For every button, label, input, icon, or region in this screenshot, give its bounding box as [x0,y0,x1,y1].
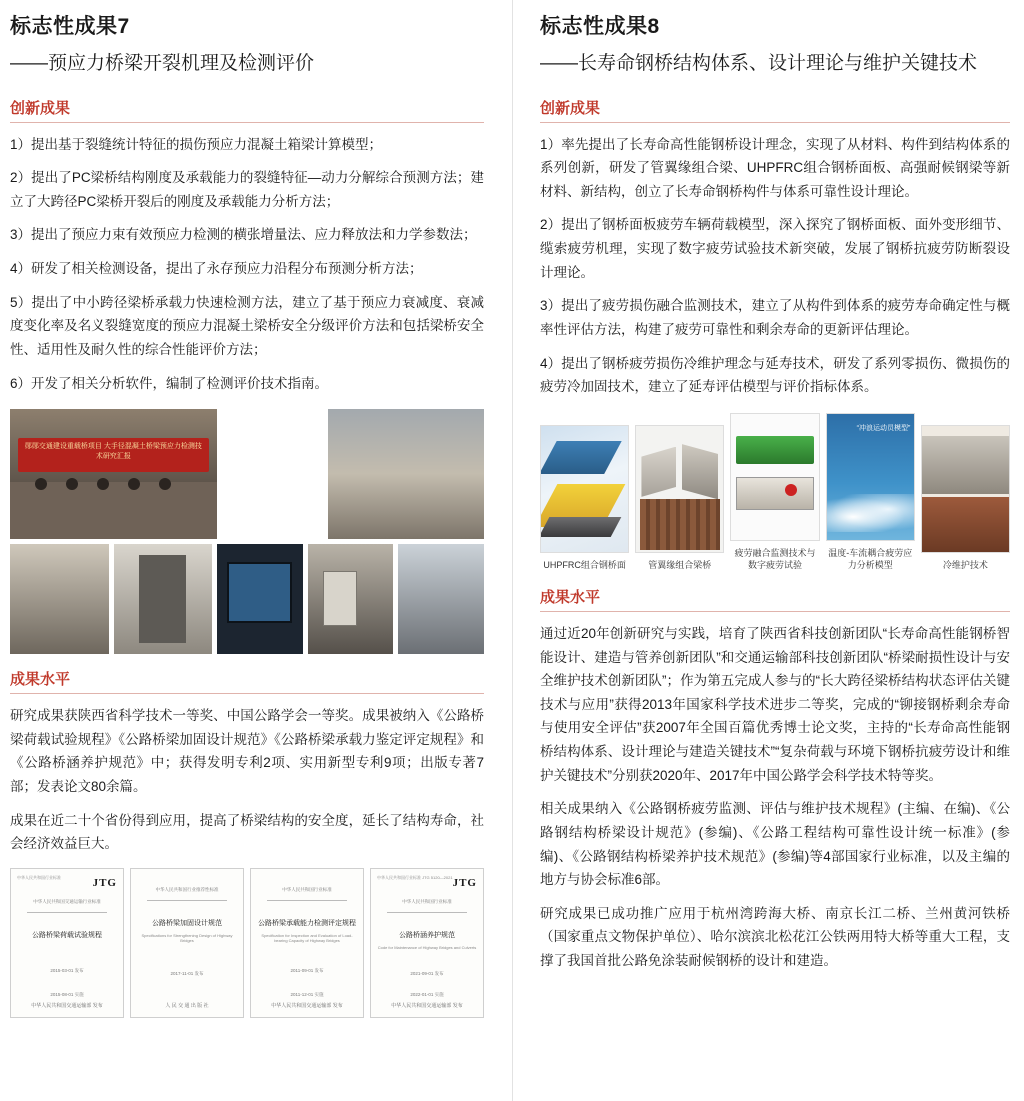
left-photo-row-top [10,409,484,539]
standard-cover [10,868,124,1018]
figure-fatigue-monitoring [730,413,819,572]
standard-corner-text: 中华人民共和国行业标准 JTG 5120—2021 [377,874,453,880]
standards-cover-row [10,868,484,1018]
column-divider [512,0,513,1101]
workshop-photo [217,544,303,654]
figure-tube-flange [635,425,724,572]
standard-issuer: 中华人民共和国行业推荐性标准 [155,886,219,892]
standard-publisher: 中华人民共和国交通运输部 发布 [271,1002,343,1009]
left-innovation-item: 6）开发了相关分析软件，编制了检测评价技术指南。 [10,375,329,391]
right-page-subtitle: ——长寿命钢桥结构体系、设计理论与维护关键技术 [540,53,978,74]
field-test-photo-1 [222,409,323,539]
right-level-paragraph: 研究成果已成功推广应用于杭州湾跨海大桥、南京长江二桥、兰州黄河铁桥（国家重点文物保护单位）、哈尔滨滨北松花江公铁两用特大桥等重大工程，支撑了我国首批公路免涂装耐候钢桥的设计和建造。 [540,905,1010,969]
figure-cold-maintenance [921,425,1010,572]
figure-caption: UHPFRC组合钢桥面 [543,560,626,571]
right-figure-strip [540,413,1010,572]
left-innovation-item: 3）提出了预应力束有效预应力检测的横张增量法、应力释放法和力学参数法； [10,227,477,243]
standard-release-date: 2021-09-01 发布 [410,970,444,976]
right-level-paragraph: 相关成果纳入《公路钢桥疲劳监测、评估与维护技术规程》(主编、在编)、《公路钢结构桥梁设计规范》(参编)、《公路工程结构可靠性设计统一标准》(参编)、《公路钢结构桥梁养护技术规范》(参编)等4部国家行业标准，以及主编的地方与协会标准6部。 [540,801,1010,888]
left-innovation-heading [10,97,484,123]
figure-caption: 疲劳融合监测技术与数字疲劳试验 [734,547,816,571]
left-page-title: 标志性成果7 [10,15,130,38]
jtg-logo: JTG [452,876,477,889]
figure-uhpfrc [540,425,629,572]
standard-name-en: Specifications for Strengthening Design of Highway Bridges [141,932,233,944]
left-level-heading-label: 成果水平 [10,671,76,688]
standard-cover [250,868,364,1018]
cold-maintenance-image [921,425,1010,553]
standard-name-en: Specification for Inspection and Evaluation of Load-bearing Capacity of Highway Bridges [261,932,353,944]
jtg-logo: JTG [92,876,117,889]
figure-caption: 冷维护技术 [942,560,988,571]
right-page-title: 标志性成果8 [540,15,660,38]
left-photo-row-bottom [10,544,484,654]
left-innovation-heading-label: 创新成果 [10,100,76,117]
surfer-model-image [826,413,915,541]
left-innovation-item: 1）提出基于裂缝统计特征的损伤预应力混凝土箱梁计算模型； [10,136,383,152]
tube-flange-bridge-image [635,425,724,553]
standard-impl-date: 2015-08-01 实施 [50,991,84,997]
uhpfrc-deck-image [540,425,629,553]
left-page-subtitle: ——预应力桥梁开裂机理及检测评价 [10,53,315,74]
standard-issuer: 中华人民共和国行业标准 [282,886,332,892]
left-innovation-item: 4）研发了相关检测设备，提出了永存预应力沿程分布预测分析方法； [10,261,423,276]
figure-caption: 管翼缘组合梁桥 [648,560,712,571]
standard-publisher: 中华人民共和国交通运输部 发布 [31,1002,103,1009]
figure-temperature-traffic [826,413,915,572]
right-level-heading-label: 成果水平 [540,589,606,606]
monitor-equipment-photo [398,544,484,654]
standard-release-date: 2015-03-01 发布 [50,968,84,974]
left-innovation-item: 5）提出了中小跨径梁桥承载力快速检测方法，建立了基于预应力衰减度、衰减度变化率及名义裂缝宽度的预应力混凝土梁桥安全分级评价方法和包括梁桥安全性、适用性及耐久性的综合性能评价方法； [10,294,484,357]
standard-name-en: Code for Maintenance of Highway Bridges and Culverts [377,944,477,950]
right-innovation-heading [540,97,1010,123]
standard-name: 公路桥涵养护规范 [399,931,455,939]
standard-corner-text: 中华人民共和国行业标准 [17,874,61,880]
standard-cover [370,868,484,1018]
left-innovation-item: 2）提出了PC梁桥结构刚度及承载能力的裂缝特征—动力分解综合预测方法；建立了大跨径PC梁桥开裂后的刚度及承载能力分析方法； [10,170,484,209]
right-innovation-item: 1）率先提出了长寿命高性能钢桥设计理念，实现了从材料、构件到结构体系的系列创新，研发了管翼缘组合梁、UHPFRC组合钢桥面板、高强耐候钢梁等新材料、新结构，创立了长寿命钢桥构件与体系可靠性设计理论。 [540,136,1010,199]
figure-caption: 温度-车流耦合疲劳应力分析模型 [828,547,913,571]
right-level-heading [540,586,1010,612]
figure-overlay-label: “冲浪运动员模型” [856,424,911,432]
standard-publisher: 人 民 交 通 出 版 社 [165,1002,209,1009]
standard-release-date: 2017-11-01 发布 [170,970,204,976]
right-innovation-item: 4）提出了钢桥疲劳损伤冷维护理念与延寿技术，研发了系列零损伤、微损伤的疲劳冷加固技术，建立了延寿评估模型与评价指标体系。 [540,355,1010,395]
field-test-photo-2 [328,409,484,539]
standard-name: 公路桥梁承载能力检测评定规程 [258,919,356,927]
equipment-photo [308,544,394,654]
left-level-heading [10,668,484,694]
left-level-paragraph: 成果在近二十个省份得到应用，提高了桥梁结构的安全度，延长了结构寿命，社会经济效益巨大。 [10,812,484,852]
lab-specimen-photo [10,544,109,654]
standard-release-date: 2011-09-01 发布 [290,967,324,973]
meeting-photo [10,409,217,539]
banner-text: 郧郧交通建设重载桥项目 大手径混凝土桥梁预应力检测技术研究汇报 [24,442,202,461]
fatigue-monitoring-image [730,413,819,541]
standard-issuer: 中华人民共和国行业标准 [402,898,452,904]
right-level-paragraph: 通过近20年创新研究与实践，培育了陕西省科技创新团队“长寿命高性能钢桥智能设计、建造与管养创新团队”和交通运输部科技创新团队“桥梁耐损性设计与安全维护技术创新团队”；作为第五完成人参与的“长大跨径梁桥结构状态评估关键技术与应用”获得2013年国家科学技术进步二等奖，完成的“铆接钢桥剩余寿命与使用安全评估”获2007年全国百篇优秀博士论文奖，主持的“长寿命高性能钢桥结构体系、设计理论与建造关键技术”“复杂荷载与环境下钢桥抗疲劳设计和维护关键技术”分别获2020年、2017年中国公路学会科学技术特等奖。 [540,625,1010,783]
right-innovation-heading-label: 创新成果 [540,100,606,117]
right-innovation-item: 3）提出了疲劳损伤融合监测技术，建立了从构件到体系的疲劳寿命确定性与概率性评估方法，构建了疲劳可靠性和剩余寿命的更新评估理论。 [540,298,1010,337]
standard-issuer: 中华人民共和国交通运输行业标准 [33,898,101,904]
standard-publisher: 中华人民共和国交通运输部 发布 [391,1002,463,1009]
standard-name: 公路桥梁加固设计规范 [152,919,222,927]
standard-cover [130,868,244,1018]
standard-impl-date: 2022-01-01 实施 [410,991,444,997]
right-column [512,0,1024,1101]
standard-impl-date: 2011-12-01 实施 [290,991,324,997]
left-level-paragraph: 研究成果获陕西省科学技术一等奖、中国公路学会一等奖。成果被纳入《公路桥梁荷载试验规程》《公路桥梁加固设计规范》《公路桥梁承载力鉴定评定规程》和《公路桥涵养护规范》中；获得发明专利2项、实用新型专利9项；出版专著7部；发表论文80余篇。 [10,708,484,794]
lab-loading-frame-photo [114,544,213,654]
standard-name: 公路桥梁荷载试验规程 [32,931,102,939]
right-innovation-item: 2）提出了钢桥面板疲劳车辆荷载模型，深入探究了钢桥面板、面外变形细节、缆索疲劳机理，实现了数字疲劳试验技术新突破，发展了钢桥抗疲劳防断裂设计理论。 [540,217,1010,280]
